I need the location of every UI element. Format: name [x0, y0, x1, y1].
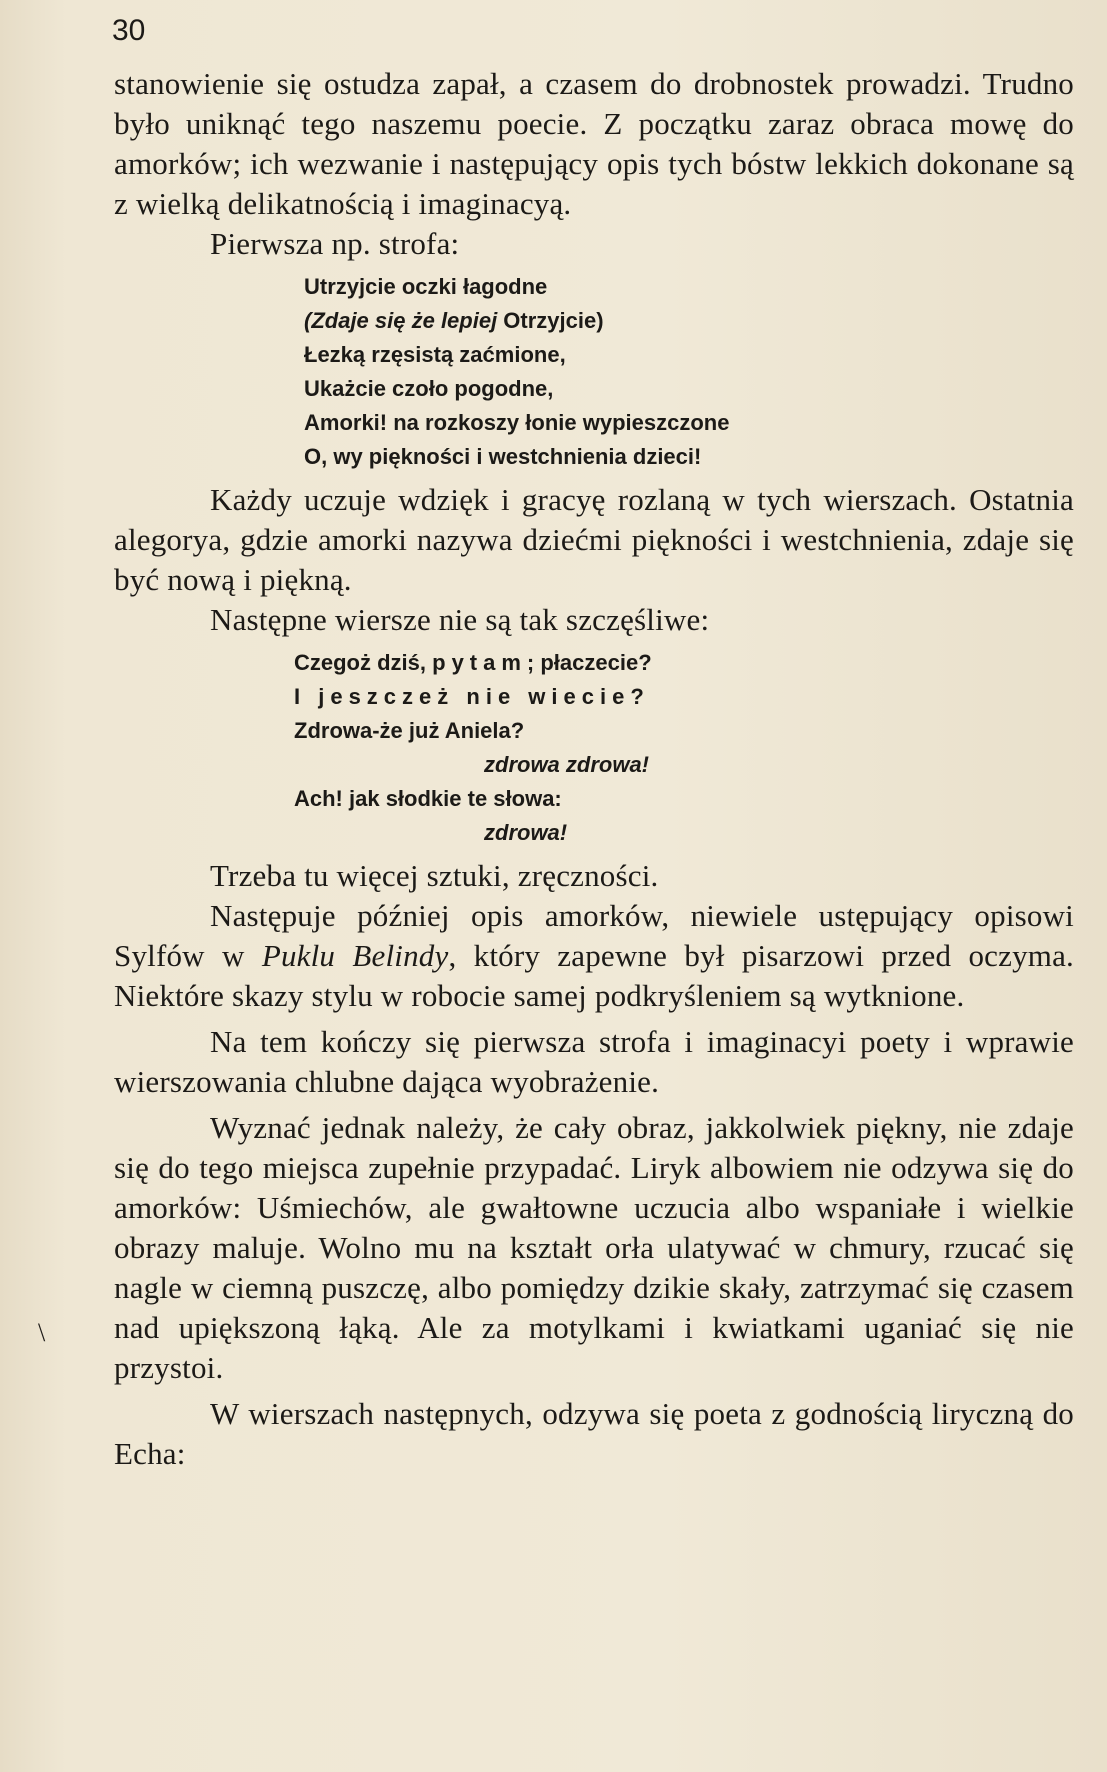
- paragraph-4: Następne wiersze nie są tak szczęśliwe:: [210, 602, 710, 637]
- verse-block-1: [304, 270, 1074, 474]
- paragraph-1: stanowienie się ostudza zapał, a czasem do drobnostek prowadzi. Trudno było uniknąć tego naszemu poecie. Z początku zaraz obraca mowę do amorków; ich wezwanie i następujący opis tych bóstw lekkich dokonane są z wielką delikatnością i imaginacyą.: [114, 66, 1074, 221]
- verse-line: Utrzyjcie oczki łagodne: [304, 274, 548, 299]
- verse-line: Amorki! na rozkoszy łonie wypieszczone: [304, 410, 730, 435]
- verse-line: zdrowa zdrowa!: [484, 752, 650, 777]
- verse-line: Ach! jak słodkie te słowa:: [294, 786, 562, 811]
- verse-spaced-text: pytam: [432, 650, 527, 675]
- book-title-italic: Puklu Belindy: [261, 938, 449, 973]
- verse-line: [304, 304, 1074, 338]
- verse-aside-rest: Otrzyjcie): [497, 308, 604, 333]
- verse-line: zdrowa!: [484, 820, 568, 845]
- paragraph-6: [114, 896, 1074, 1016]
- paragraph-3: Każdy uczuje wdzięk i gracyę rozlaną w tych wierszach. Ostatnia alegorya, gdzie amorki nazywa dziećmi piękności i westchnienia, zdaje się być nową i piękną.: [114, 482, 1074, 597]
- verse-line: Ukażcie czoło pogodne,: [304, 376, 554, 401]
- verse-text: Czegoż dziś,: [294, 650, 433, 675]
- paragraph-2: Pierwsza np. strofa:: [210, 226, 460, 261]
- paragraph-5: Trzeba tu więcej sztuki, zręczności.: [210, 858, 659, 893]
- paragraph-7: Na tem kończy się pierwsza strofa i imaginacyi poety i wprawie wierszowania chlubne dająca wyobrażenie.: [114, 1024, 1074, 1099]
- paragraph-6-text: , który zapewne był pisarzowi przed oczyma. Niektóre skazy stylu w robocie samej podkryśleniem są wytknione.: [114, 938, 1074, 1013]
- verse-line: Łezką rzęsistą zaćmione,: [304, 342, 566, 367]
- verse-text: ; płaczecie?: [526, 650, 652, 675]
- paragraph-8: Wyznać jednak należy, że cały obraz, jakkolwiek piękny, nie zdaje się do tego miejsca zupełnie przypadać. Liryk albowiem nie odzywa się do amorków: Uśmiechów, ale gwałtowne uczucia albo wspaniałe i wielkie obrazy maluje. Wolno mu na kształt orła ulatywać w chmury, rzucać się nagle w ciemną puszczę, albo pomiędzy dzikie skały, zatrzymać się czasem nad upiększoną łąką. Ale za motylkami i kwiatkami uganiać się nie przystoi.: [114, 1110, 1074, 1385]
- verse-aside: (Zdaje się że lepiej: [304, 308, 498, 333]
- verse-block-2: [294, 646, 1074, 850]
- paragraph-6-text: Następuje później opis amorków, niewiele ustępujący opisowi Sylfów w: [114, 898, 1074, 973]
- verse-line: [294, 646, 1074, 680]
- paragraph-9: W wierszach następnych, odzywa się poeta z godnością liryczną do Echa:: [114, 1396, 1074, 1471]
- body-text: [114, 64, 1074, 1474]
- page-number: 30: [112, 14, 146, 47]
- verse-line: O, wy piękności i westchnienia dzieci!: [304, 444, 702, 469]
- margin-mark: \: [38, 1318, 46, 1347]
- verse-line: I jeszczeż nie wiecie?: [294, 684, 650, 709]
- verse-line: Zdrowa-że już Aniela?: [294, 718, 525, 743]
